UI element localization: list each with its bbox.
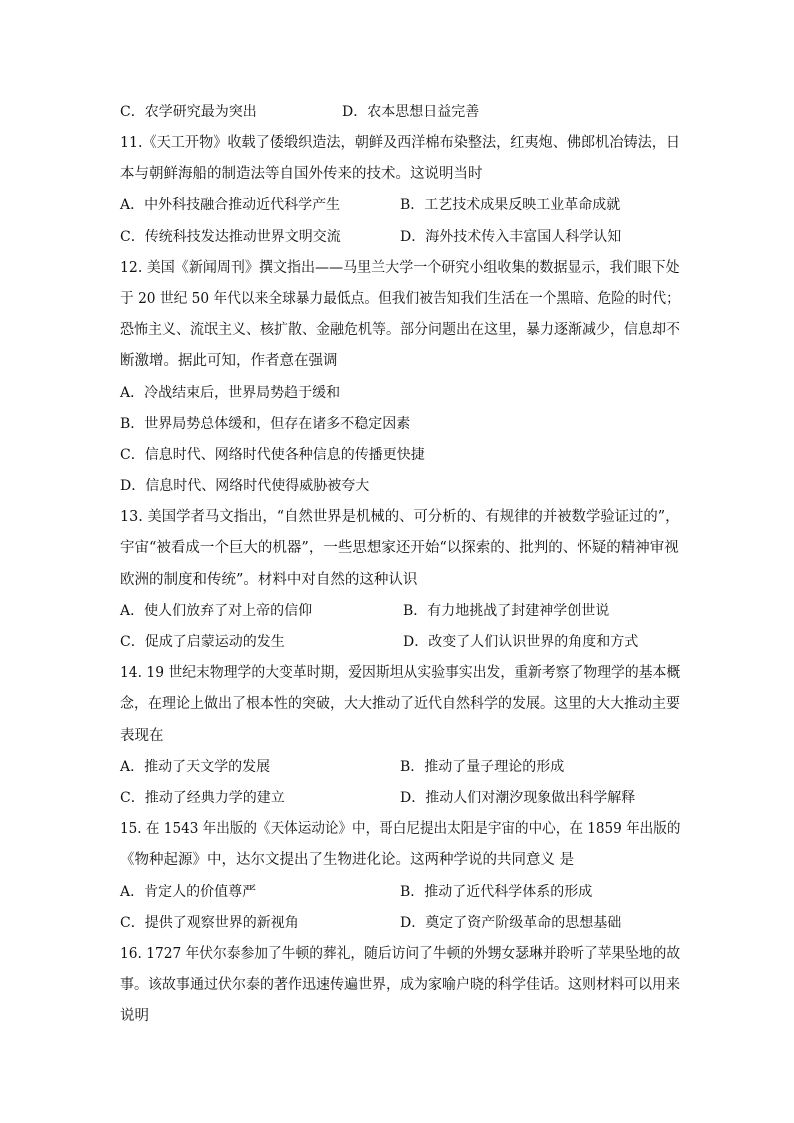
option-q15-c: C．提供了观察世界的新视角 <box>120 915 299 931</box>
option-q13-a: A．使人们放弃了对上帝的信仰 <box>120 603 313 619</box>
option-q12-c: C．信息时代、网络时代使各种信息的传播更快捷 <box>120 447 425 463</box>
option-q10-d: D．农本思想日益完善 <box>342 104 480 120</box>
question-15-stem-line-2: 《物种起源》中，达尔文提出了生物进化论。这两种学说的共同意义 是 <box>120 852 575 868</box>
option-q15-a: A．肯定人的价值尊严 <box>120 884 257 900</box>
option-q11-b: B．工艺技术成果反映工业革命成就 <box>400 197 621 213</box>
question-15-stem-line-1: 15. 在 1543 年出版的《天体运动论》中，哥白尼提出太阳是宇宙的中心，在 1859 年出版的 <box>120 821 681 837</box>
option-q13-b: B．有力地挑战了封建神学创世说 <box>403 603 610 619</box>
question-11-stem-line-1: 11.《天工开物》收载了倭缎织造法，朝鲜及西洋棉布染整法，红夷炮、佛郎机冶铸法，日 <box>120 135 681 151</box>
option-q11-a: A．中外科技融合推动近代科学产生 <box>120 197 341 213</box>
question-14-stem-line-3: 表现在 <box>120 728 164 744</box>
option-q12-d: D．信息时代、网络时代使得威胁被夸大 <box>120 478 370 494</box>
question-16-stem-line-1: 16. 1727 年伏尔泰参加了牛顿的葬礼，随后访问了牛顿的外甥女瑟琳并聆听了苹果坠地的故 <box>120 946 681 962</box>
question-13-stem-line-2: 宇宙“被看成一个巨大的机器”，一些思想家还开始“以探索的、批判的、怀疑的精神审视 <box>120 540 679 556</box>
question-16-stem-line-2: 事。该故事通过伏尔泰的著作迅速传遍世界，成为家喻户晓的科学佳话。这则材料可以用来 <box>120 977 680 993</box>
question-14-stem-line-2: 念，在理论上做出了根本性的突破，大大推动了近代自然科学的发展。这里的大大推动主要 <box>120 696 680 712</box>
option-q14-a: A．推动了天文学的发展 <box>120 759 271 775</box>
question-13-stem-line-3: 欧洲的制度和传统”。材料中对自然的这种认识 <box>120 572 418 588</box>
option-q13-c: C．促成了启蒙运动的发生 <box>120 634 285 650</box>
option-q11-c: C．传统科技发达推动世界文明交流 <box>120 229 341 245</box>
question-12-stem-line-1: 12. 美国《新闻周刊》撰文指出——马里兰大学一个研究小组收集的数据显示，我们眼下处 <box>120 260 680 276</box>
question-12-stem-line-4: 断激增。据此可知，作者意在强调 <box>120 353 338 369</box>
option-q15-b: B．推动了近代科学体系的形成 <box>400 884 593 900</box>
question-12-stem-line-2: 于 20 世纪 50 年代以来全球暴力最低点。但我们被告知我们生活在一个黑暗、危险的时代； <box>120 291 680 307</box>
option-q12-b: B．世界局势总体缓和，但存在诸多不稳定因素 <box>120 416 411 432</box>
option-q14-d: D．推动人们对潮汐现象做出科学解释 <box>400 790 636 806</box>
option-q13-d: D．改变了人们认识世界的角度和方式 <box>403 634 639 650</box>
question-13-stem-line-1: 13. 美国学者马文指出，“自然世界是机械的、可分析的、有规律的并被数学验证过的”， <box>120 509 680 525</box>
option-q14-c: C．推动了经典力学的建立 <box>120 790 285 806</box>
option-q14-b: B．推动了量子理论的形成 <box>400 759 565 775</box>
option-q12-a: A．冷战结束后，世界局势趋于缓和 <box>120 385 341 401</box>
question-12-stem-line-3: 恐怖主义、流氓主义、核扩散、金融危机等。部分问题出在这里，暴力逐渐减少，信息却不 <box>120 322 680 338</box>
question-11-stem-line-2: 本与朝鲜海船的制造法等自国外传来的技术。这说明当时 <box>120 166 483 182</box>
question-16-stem-line-3: 说明 <box>120 1008 149 1024</box>
option-q10-c: C．农学研究最为突出 <box>120 104 257 120</box>
question-14-stem-line-1: 14. 19 世纪末物理学的大变革时期，爱因斯坦从实验事实出发，重新考察了物理学的基本概 <box>120 665 681 681</box>
option-q15-d: D．奠定了资产阶级革命的思想基础 <box>400 915 622 931</box>
option-q11-d: D．海外技术传入丰富国人科学认知 <box>400 229 622 245</box>
